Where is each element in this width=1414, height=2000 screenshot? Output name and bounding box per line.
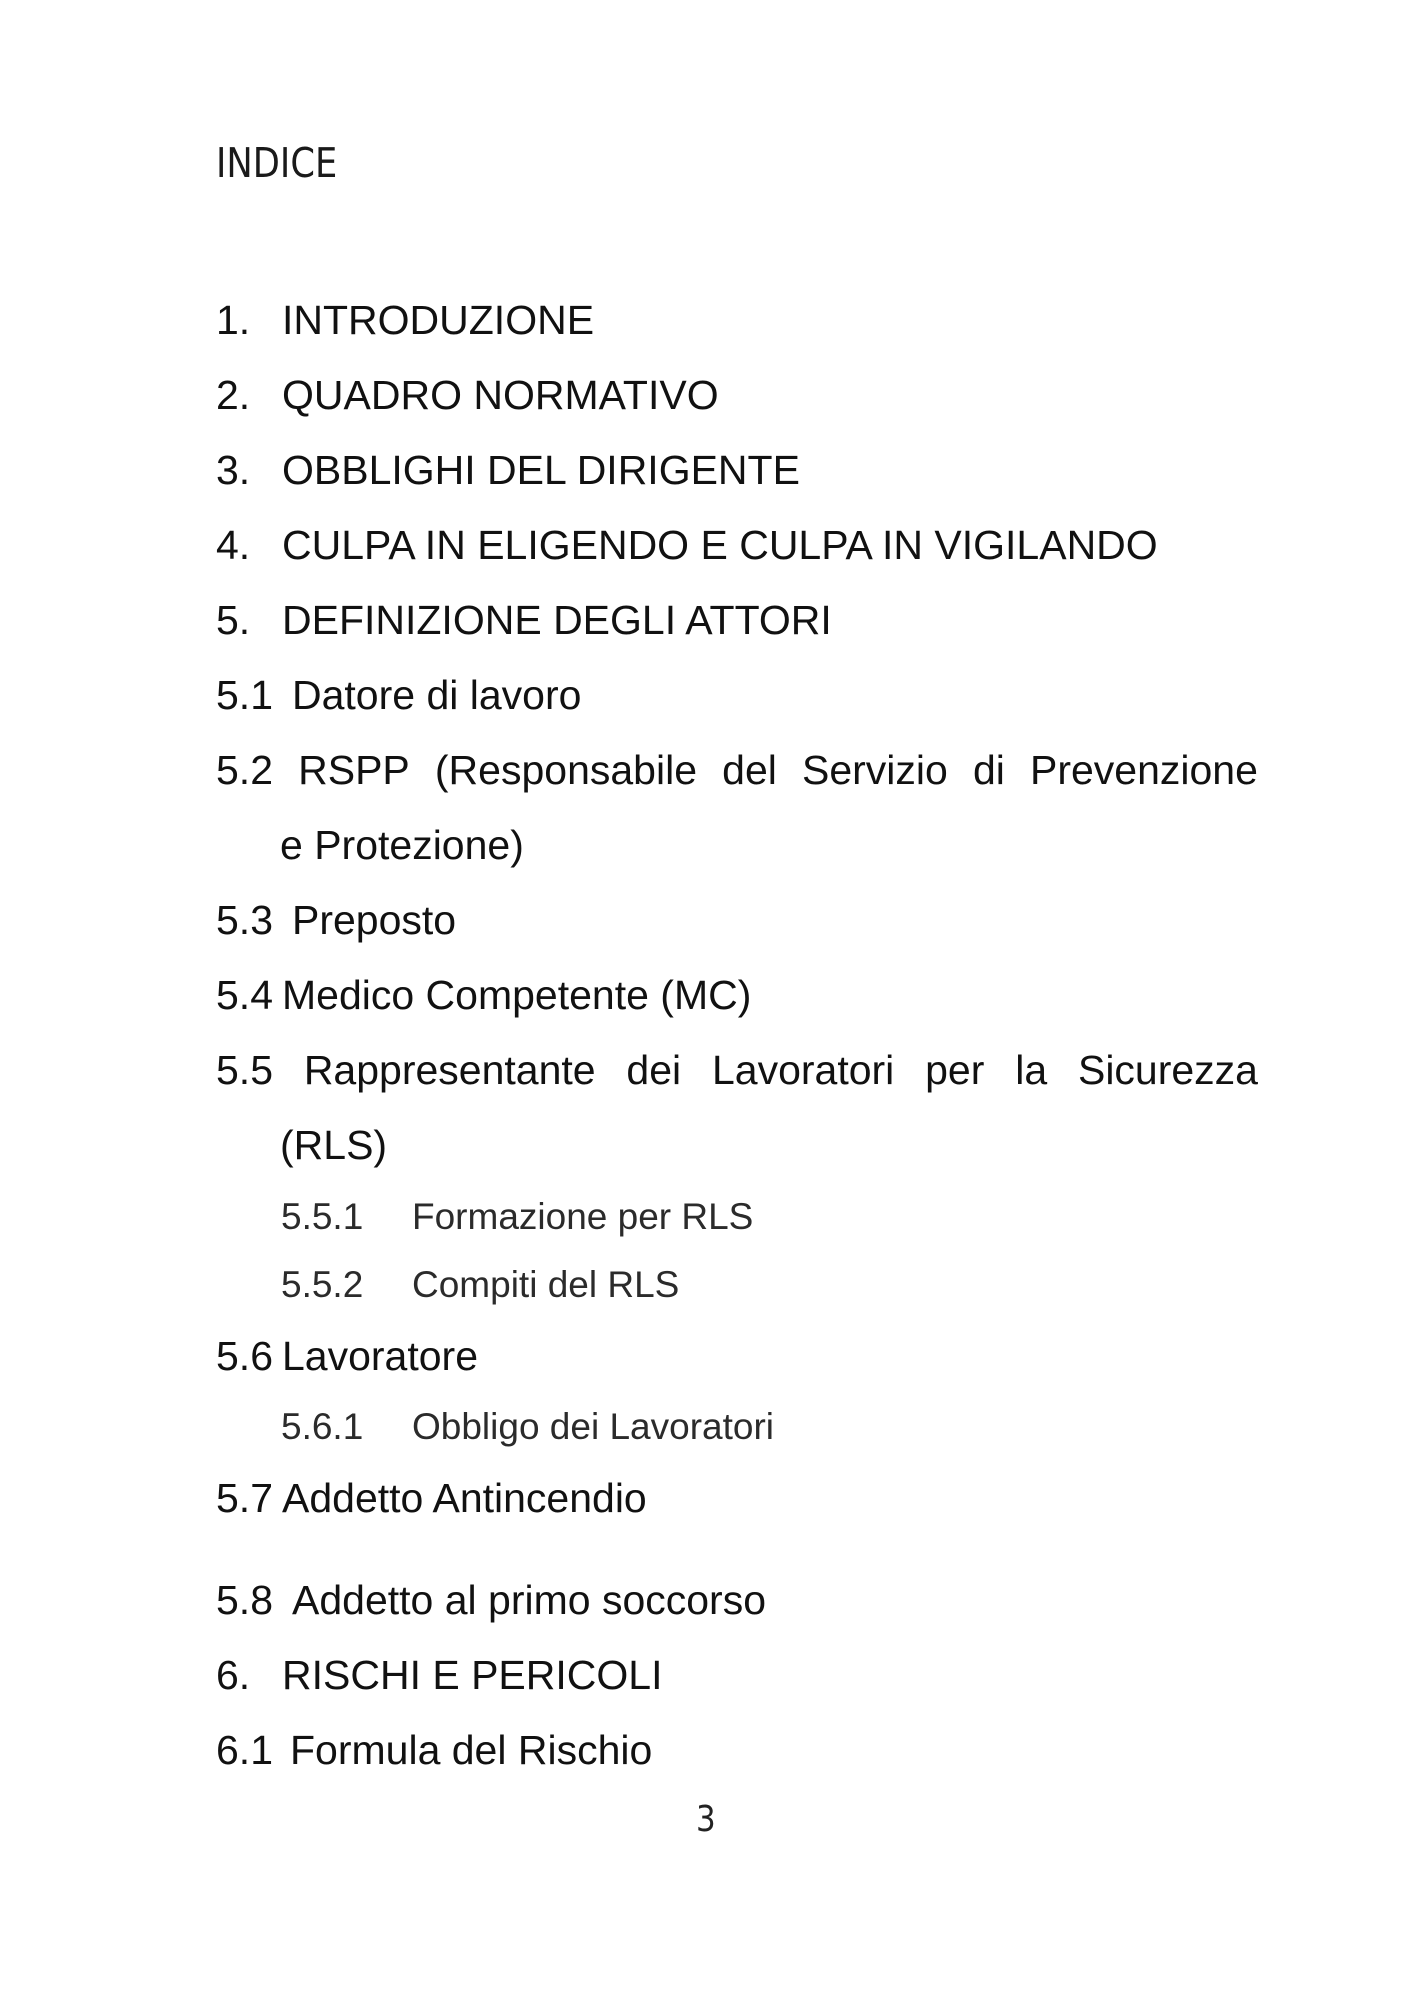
toc-entry-5-8[interactable] (216, 1577, 767, 1623)
toc-entry-5-6-1[interactable] (281, 1408, 774, 1445)
toc-entry-number: 5.6.1 (281, 1406, 364, 1447)
toc-entry-number: 5.4 (216, 972, 273, 1018)
toc-entry-label: RISCHI E PERICOLI (282, 1652, 663, 1698)
toc-entry-word: Sicurezza (1077, 1047, 1258, 1093)
toc-entry-label: Datore di lavoro (292, 672, 582, 718)
toc-entry-number: 5.5.2 (281, 1264, 364, 1305)
toc-entry-number: 5. (216, 597, 251, 643)
toc-entry-number: 5.6 (216, 1333, 273, 1379)
toc-entry-label: Preposto (292, 897, 457, 943)
toc-entry-3[interactable] (216, 447, 800, 493)
toc-entry-5-2-continuation[interactable]: e Protezione) (280, 822, 524, 868)
toc-entry-number: 5.5.1 (281, 1196, 364, 1237)
toc-entry-number: 5.2 (216, 747, 273, 793)
toc-entry-label: OBBLIGHI DEL DIRIGENTE (282, 447, 800, 493)
toc-entry-word: dei (626, 1047, 682, 1093)
toc-entry-5-5-2[interactable] (281, 1266, 679, 1303)
toc-entry-label: DEFINIZIONE DEGLI ATTORI (282, 597, 832, 643)
toc-entry-word: Prevenzione (1029, 747, 1258, 793)
toc-entry-number: 6.1 (216, 1727, 273, 1773)
toc-entry-number: 5.3 (216, 897, 273, 943)
toc-entry-4[interactable] (216, 522, 1158, 568)
toc-entry-number: 5.1 (216, 672, 273, 718)
toc-entry-number: 6. (216, 1652, 251, 1698)
toc-entry-label: Addetto Antincendio (282, 1475, 647, 1521)
toc-entry-label: QUADRO NORMATIVO (282, 372, 719, 418)
toc-entry-label: Formula del Rischio (290, 1727, 653, 1773)
toc-entry-number: 1. (216, 297, 251, 343)
toc-entry-number: 5.7 (216, 1475, 273, 1521)
toc-entry-5-7[interactable] (216, 1475, 647, 1521)
toc-entry-6[interactable] (216, 1652, 663, 1698)
toc-entry-5-5[interactable] (216, 1047, 1258, 1093)
toc-entry-label: Medico Competente (MC) (282, 972, 752, 1018)
toc-entry-label: Obbligo dei Lavoratori (412, 1406, 774, 1447)
toc-entry-label: Compiti del RLS (412, 1264, 680, 1305)
toc-entry-5-5-continuation[interactable]: (RLS) (280, 1122, 388, 1168)
toc-entry-word: (Responsabile (434, 747, 698, 793)
page-number: 3 (696, 1799, 716, 1840)
toc-entry-label: Addetto al primo soccorso (292, 1577, 767, 1623)
toc-entry-word: per (925, 1047, 985, 1093)
toc-entry-number: 5.8 (216, 1577, 273, 1623)
toc-entry-number: 4. (216, 522, 251, 568)
toc-entry-word: del (722, 747, 777, 793)
toc-entry-word: la (1015, 1047, 1048, 1093)
toc-entry-label: Lavoratore (282, 1333, 479, 1379)
toc-entry-word: Lavoratori (711, 1047, 895, 1093)
toc-entry-word: di (972, 747, 1005, 793)
toc-entry-5-6[interactable] (216, 1333, 479, 1379)
toc-entry-label: CULPA IN ELIGENDO E CULPA IN VIGILANDO (282, 522, 1158, 568)
toc-entry-word: Rappresentante (303, 1047, 596, 1093)
toc-entry-5-2[interactable] (216, 747, 1258, 793)
index-title: INDICE (216, 139, 338, 187)
toc-entry-6-1[interactable] (216, 1727, 653, 1773)
toc-entry-5-5-1[interactable] (281, 1198, 753, 1235)
toc-entry-label: Formazione per RLS (412, 1196, 754, 1237)
toc-entry-5-4[interactable] (216, 972, 752, 1018)
toc-entry-1[interactable] (216, 297, 595, 343)
toc-entry-word: Servizio (801, 747, 948, 793)
toc-entry-label: INTRODUZIONE (282, 297, 595, 343)
toc-entry-5-3[interactable] (216, 897, 457, 943)
toc-entry-5[interactable] (216, 597, 832, 643)
toc-entry-2[interactable] (216, 372, 719, 418)
toc-entry-number: 5.5 (216, 1047, 273, 1093)
toc-entry-word: RSPP (298, 747, 410, 793)
toc-entry-5-1[interactable] (216, 672, 582, 718)
toc-entry-number: 2. (216, 372, 251, 418)
toc-entry-number: 3. (216, 447, 251, 493)
